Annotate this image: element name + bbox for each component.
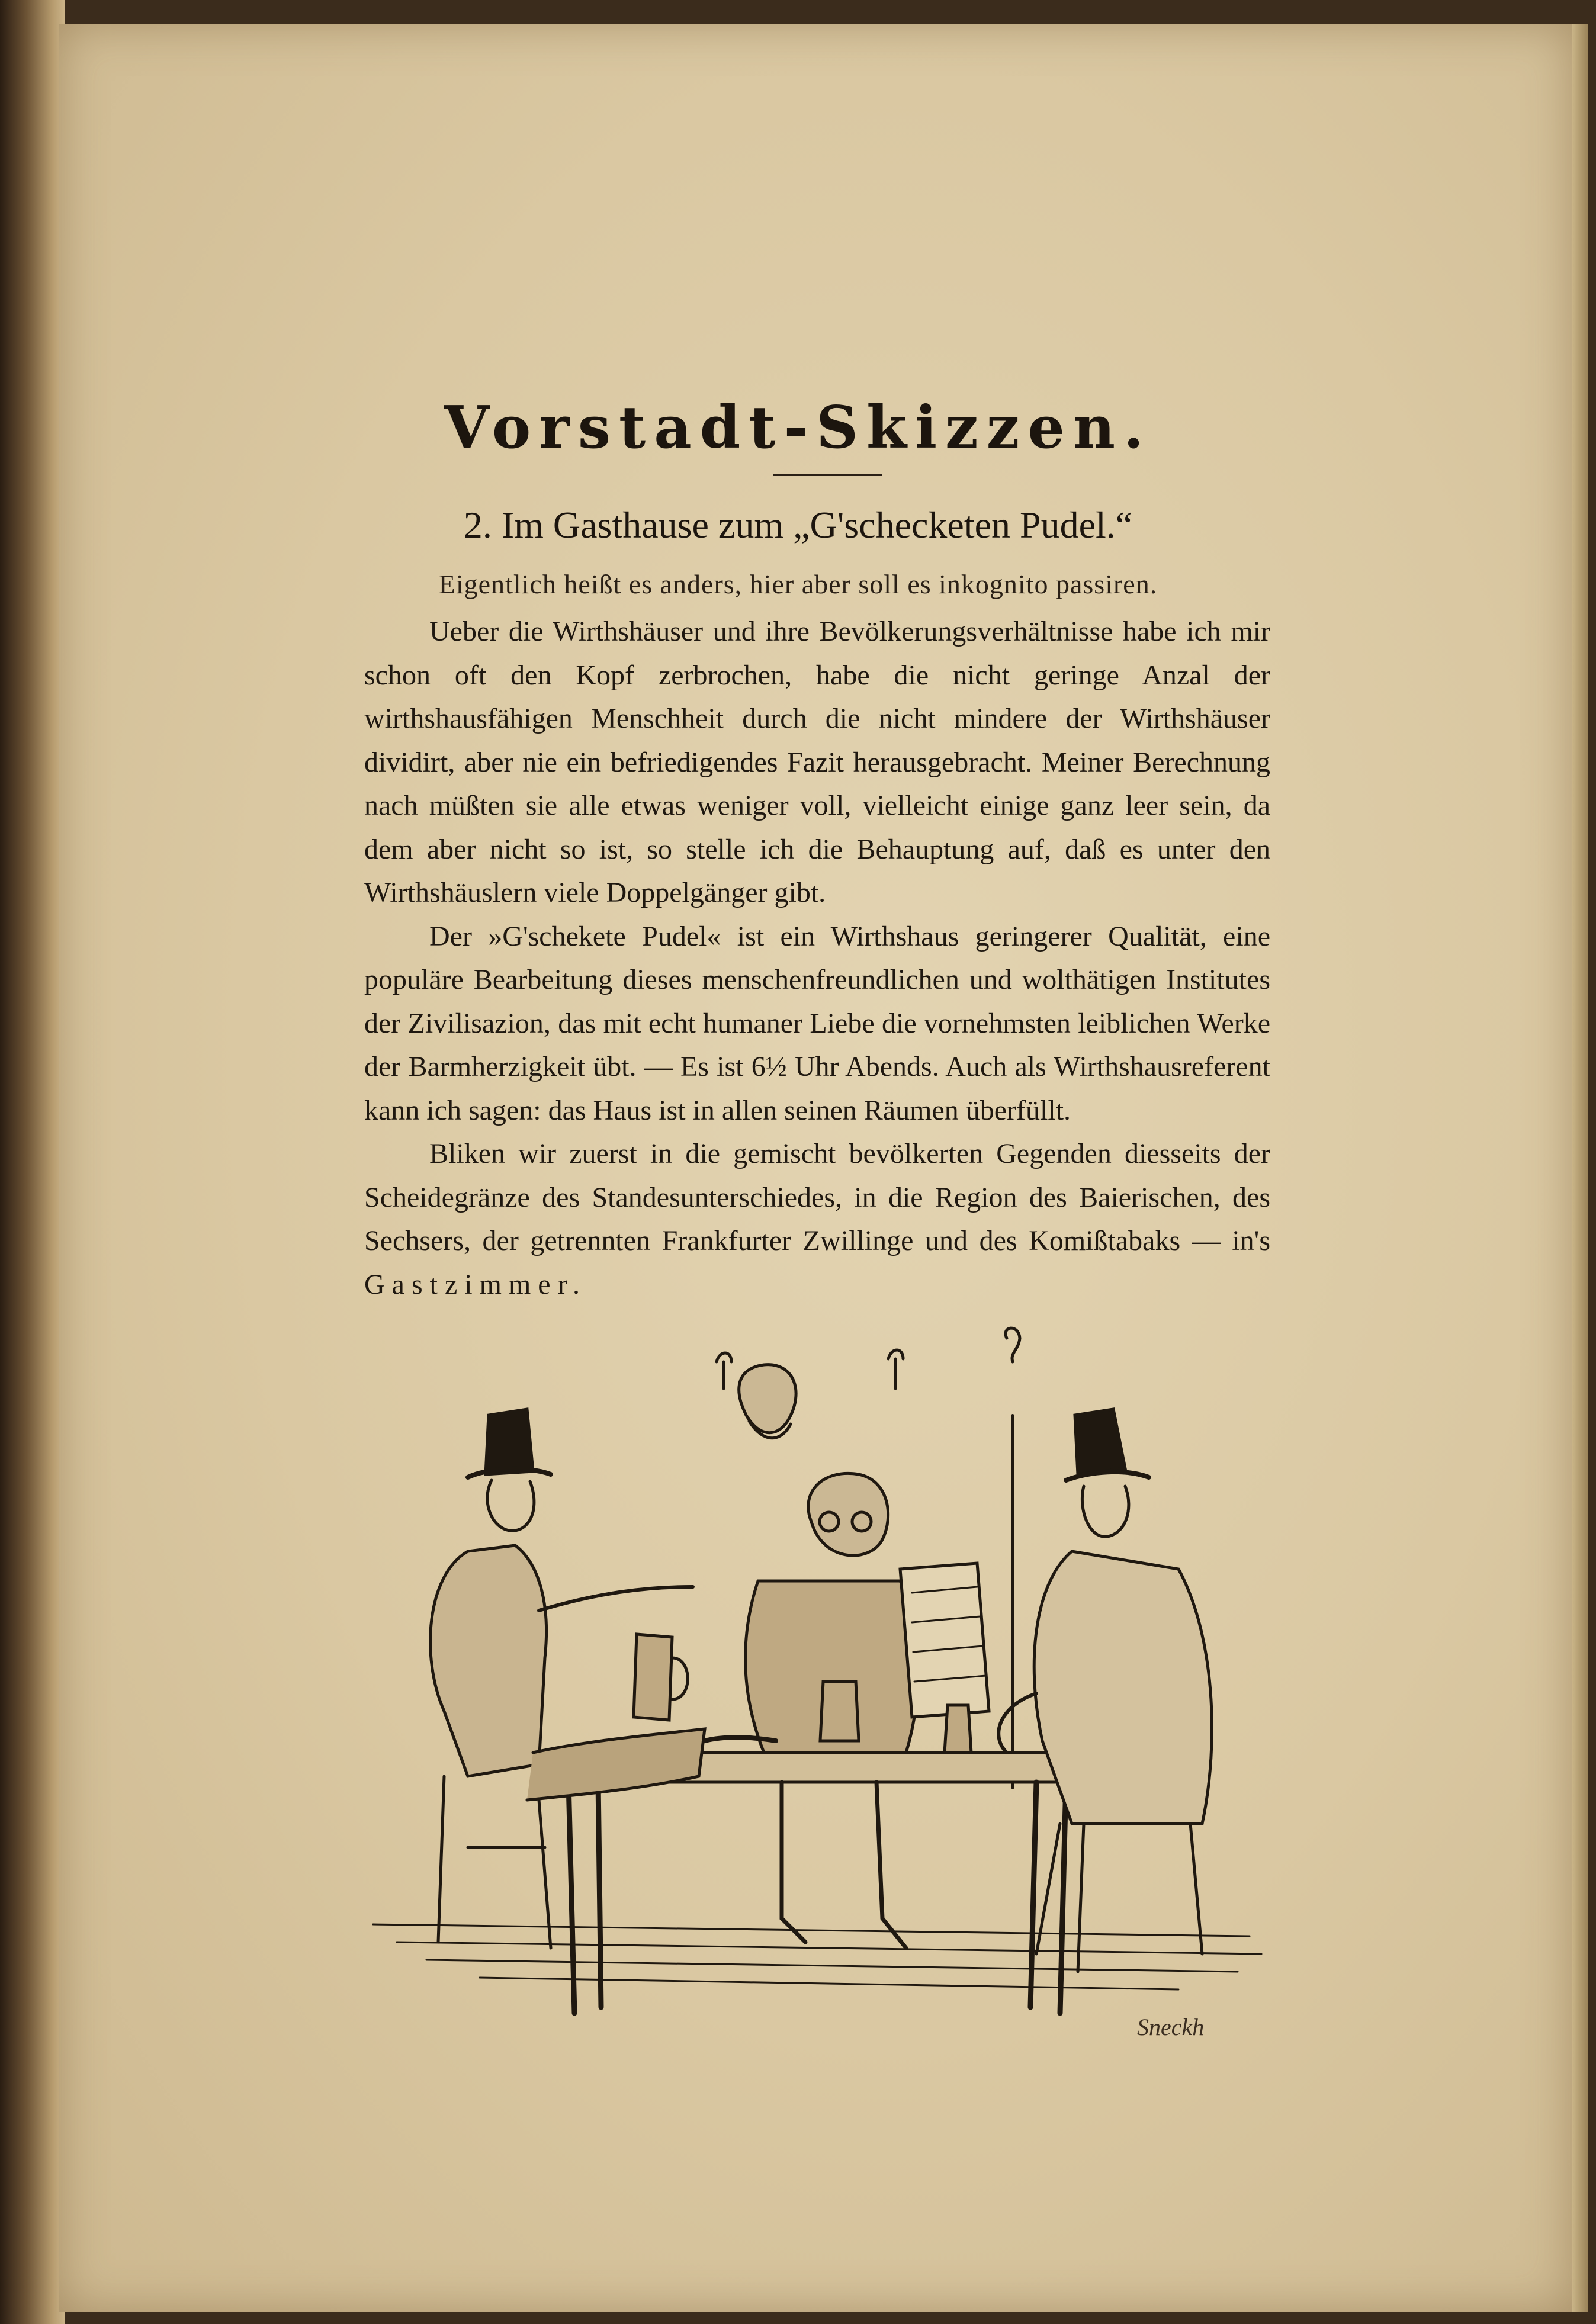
coat-peg-left-icon [717, 1353, 731, 1388]
glass-right-icon [945, 1705, 971, 1753]
tavern-illustration [290, 1326, 1315, 2084]
paragraph-3-text: Bliken wir zuerst in die gemischt bevölkerten Gegenden diesseits der Scheidegränze des Standesunterschiedes, in die Region des Baierischen, des Sechsers, der getrennten Frankfurter Zwillinge und des Komißtabaks — in's [364, 1138, 1270, 1256]
cigar-icon [705, 1737, 776, 1741]
title-divider [773, 474, 882, 476]
book-spine [0, 0, 65, 2324]
paragraph-1: Ueber die Wirthshäuser und ihre Bevölkerungsverhältnisse habe ich mir schon oft den Kopf zerbrochen, habe die nicht geringe Anzal der wirthshausfähigen Menschheit durch die nicht mindere der Wirthshäuser dividirt, aber nie ein befriedigendes Fazit herausgebracht. Meiner Berechnung nach müßten sie alle etwas weniger voll, vielleicht einige ganz leer sein, da dem aber nicht so ist, so stelle ich die Behauptung auf, daß es unter den Wirthshäuslern viele Doppelgänger gibt. [364, 616, 1270, 908]
chapter-note: Eigentlich heißt es anders, hier aber soll es inkognito passiren. [438, 569, 1158, 599]
mug-middle-icon [820, 1682, 859, 1741]
coat-peg-right-icon [888, 1350, 903, 1388]
chapter-heading: 2. Im Gasthause zum „G'schecketen Pudel.“ [463, 504, 1133, 546]
beer-mug-icon [634, 1634, 688, 1720]
seated-man-right [998, 1409, 1212, 1972]
paragraph-3-spaced-word: Gastzimmer. [364, 1268, 587, 1300]
page-edge [1572, 24, 1588, 2312]
page-title: Vorstadt-Skizzen. [444, 394, 1152, 462]
hanging-hat-icon [739, 1365, 796, 1438]
floor-hatching [373, 1924, 1261, 1989]
paragraph-2: Der »G'schekete Pudel« ist ein Wirthshaus geringerer Qualität, eine populäre Bearbeitung dieses menschenfreundlichen und wolthätigen Institutes der Zivilisazion, das mit echt humaner Liebe die vornehmsten leiblichen Werke der Barmherzigkeit übt. — Es ist 6½ Uhr Abends. Auch als Wirthshausreferent kann ich sagen: das Haus ist in allen seinen Räumen überfüllt. [364, 920, 1270, 1126]
paragraph-3 [364, 1132, 1270, 1306]
table [551, 1753, 1090, 2013]
article-body [364, 610, 1270, 1306]
coat-hook-icon [1006, 1328, 1020, 1362]
artist-signature: Sneckh [1137, 2014, 1205, 2040]
